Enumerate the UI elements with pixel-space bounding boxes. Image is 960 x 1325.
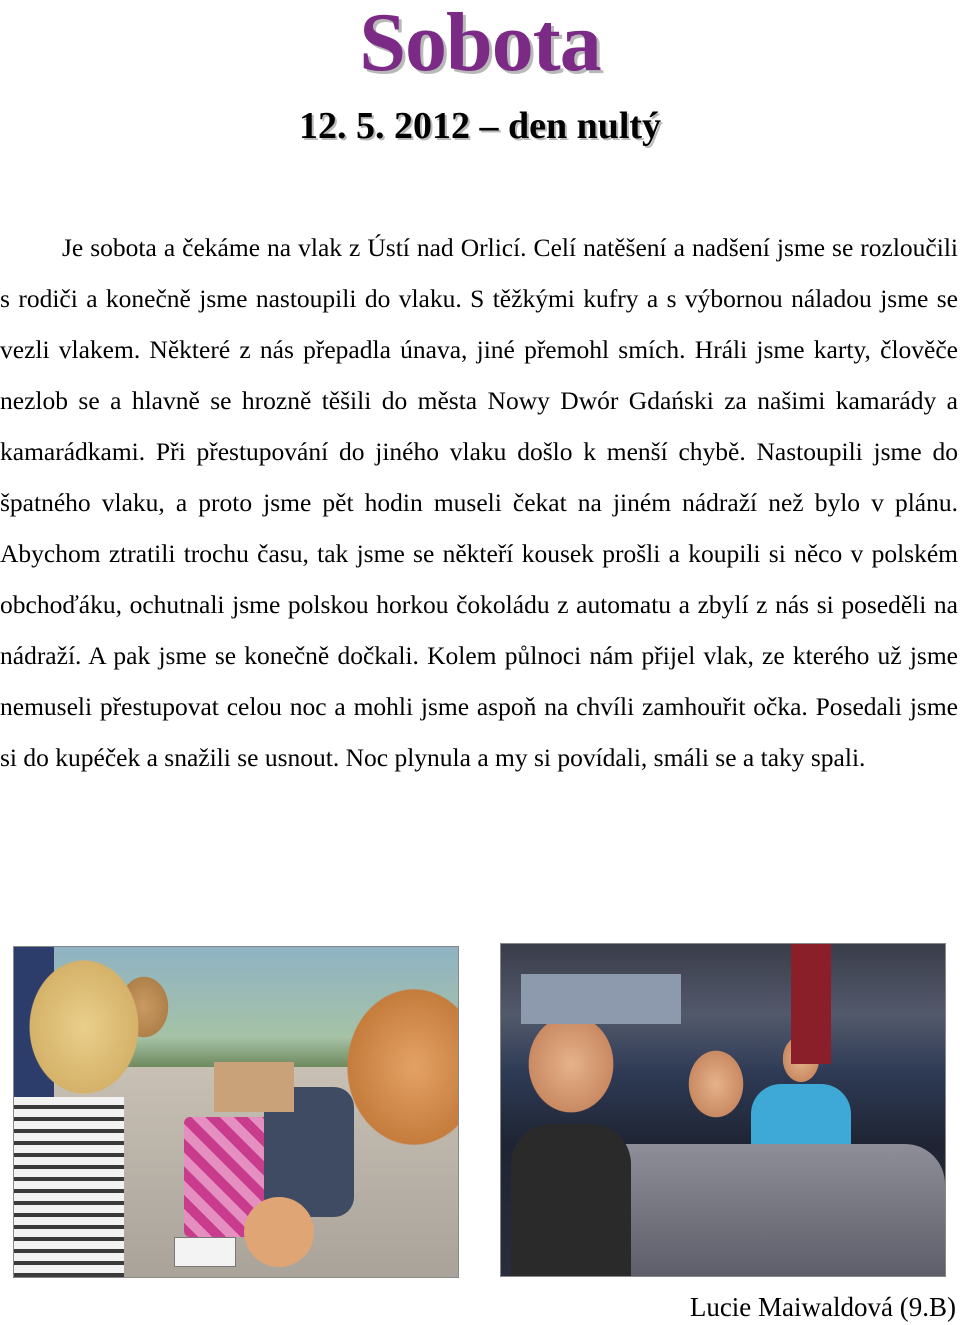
photo-box — [214, 1062, 294, 1112]
photo-shirt-striped — [14, 1097, 124, 1277]
photo-train-night — [500, 943, 946, 1277]
article-paragraph: Je sobota a čekáme na vlak z Ústí nad Orlicí. Celí natěšení a nadšení jsme se rozloučili s rodiči a konečně jsme nastoupili do vlaku. S těžkými kufry a s výbornou náladou jsme se vezli vlakem. Některé z nás přepadla únava, jiné přemohl smích. Hráli jsme karty, člověče nezlob se a hlavně se hrozně těšili do města Nowy Dwór Gdański za našimi kamarády a kamarádkami. Při přestupování do jiného vlaku došlo k menší chybě. Nastoupili jsme do špatného vlaku, a proto jsme pět hodin museli čekat na jiném nádraží než bylo v plánu. Abychom ztratili trochu času, tak jsme se někteří kousek prošli a koupili si něco v polském obchoďáku, ochutnali jsme polskou horkou čokoládu z automatu a zbylí z nás si poseděli na nádraží. A pak jsme se konečně dočkali. Kolem půlnoci nám přijel vlak, ze kterého už jsme nemuseli přestupovat celou noc a mohli jsme aspoň na chvíli zamhouřit očka. Posedali jsme si do kupéček a snažili se usnout. Noc plynula a my si povídali, smáli se a taky spali. — [0, 233, 958, 772]
photo-train-card-game — [13, 946, 459, 1278]
photo-girl-top — [511, 1124, 631, 1276]
page-subtitle: 12. 5. 2012 – den nultý — [298, 105, 662, 147]
photo-hand — [244, 1197, 314, 1267]
photo-window — [521, 974, 681, 1024]
author-caption: Lucie Maiwaldová (9.B) — [689, 1292, 956, 1322]
photo-curtain — [791, 944, 831, 1064]
page-title: Sobota — [359, 0, 601, 89]
photo-cards — [174, 1237, 236, 1267]
